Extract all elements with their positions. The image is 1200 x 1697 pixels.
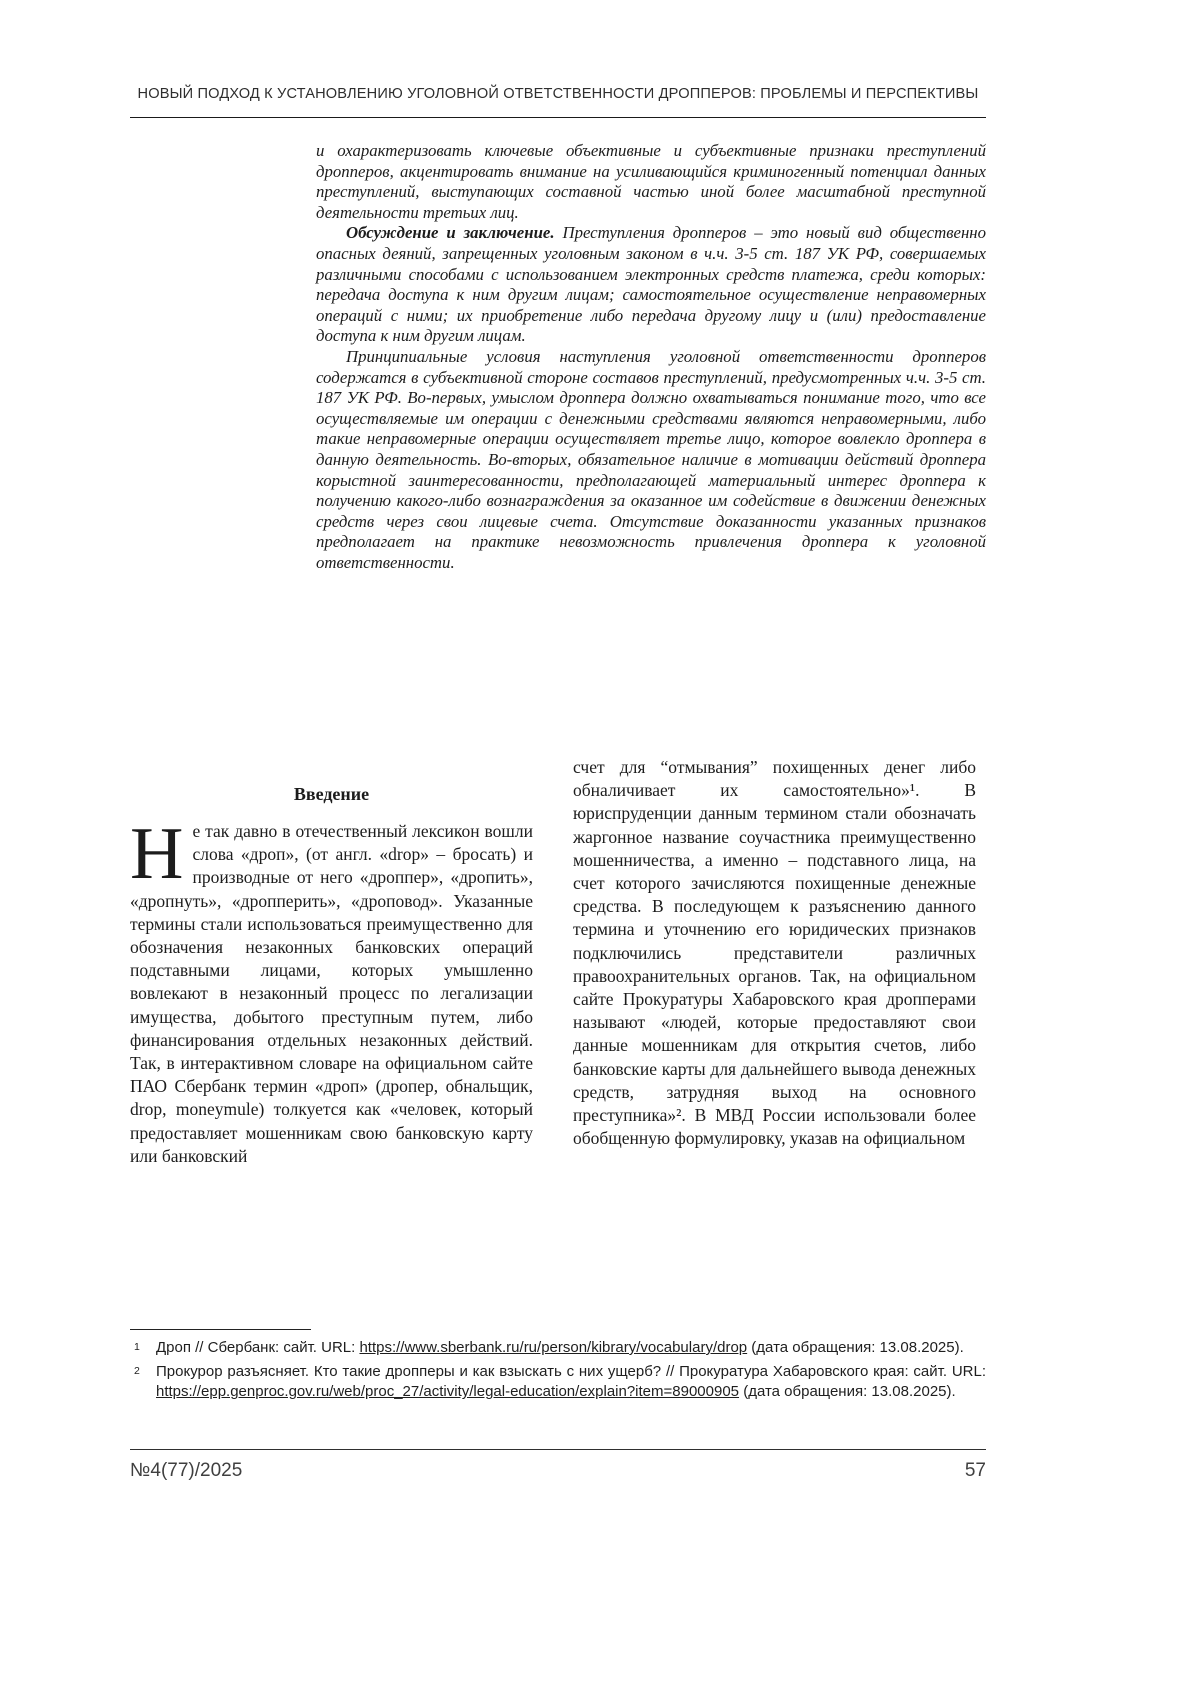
drop-cap: Н bbox=[130, 813, 184, 895]
intro-left-paragraph bbox=[130, 813, 533, 1168]
left-column bbox=[130, 784, 533, 1168]
footnote-rule bbox=[130, 1329, 311, 1330]
footnote-1 bbox=[130, 1338, 986, 1359]
footer-page-number: 57 bbox=[964, 1460, 986, 1481]
right-column bbox=[573, 756, 976, 1150]
footnote-1-marker: 1 bbox=[134, 1341, 140, 1353]
footnote-1-text: Дроп // Сбербанк: сайт. URL: bbox=[156, 1339, 360, 1356]
header-rule bbox=[130, 117, 986, 118]
footnote-2 bbox=[130, 1362, 986, 1403]
intro-left-text: е так давно в отечественный лексикон вошли слова «дроп», (от англ. «drop» – бросать) и производные от него «дроппер», «дропить», «дропнуть», «дропперить», «дроповод». Указанные термины стали использоваться преимущественно для обозначения незаконных банковских операций подставными лицами, которых умышленно вовлекают в незаконный процесс по легализации имущества, добытого преступным путем, либо финансирования отдельных незаконных действий. Так, в интерактивном словаре на официальном сайте ПАО Сбербанк термин «дроп» (дропер, обнальщик, drop, moneymule) толкуется как «человек, который предоставляет мошенникам свою банковскую карту или банковский bbox=[130, 821, 533, 1166]
footnotes-section bbox=[130, 1338, 986, 1406]
abstract-paragraph-2 bbox=[316, 223, 986, 347]
footnote-1-url-link[interactable]: https://www.sberbank.ru/ru/person/kibrary/vocabulary/drop bbox=[359, 1339, 748, 1356]
abstract-paragraph-3: Принципиальные условия наступления уголовной ответственности дропперов содержатся в субъективной стороне составов преступлений, предусмотренных ч.ч. 3-5 ст. 187 УК РФ. Во-первых, умыслом дроппера должно охватываться понимание того, что все осуществляемые им операции с денежными средствами являются неправомерными, либо такие неправомерные операции осуществляет третье лицо, которое вовлекло дроппера в данную деятельность. Во-вторых, обязательное наличие в мотивации действий дроппера корыстной заинтересованности, предполагающей материальный интерес дроппера к получению какого-либо вознаграждения за оказанное им содействие в движении денежных средств через свои лицевые счета. Отсутствие доказанности указанных признаков предполагает на практике невозможность привлечения дроппера к уголовной ответственности. bbox=[316, 346, 986, 572]
footnote-2-text: Прокурор разъясняет. Кто такие дропперы и как взыскать с них ущерб? // Прокуратура Хабаровского края: сайт. URL: bbox=[156, 1362, 986, 1380]
abstract-discussion-label: Обсуждение и заключение. bbox=[346, 223, 555, 243]
running-title: НОВЫЙ ПОДХОД К УСТАНОВЛЕНИЮ УГОЛОВНОЙ ОТВЕТСТВЕННОСТИ ДРОППЕРОВ: ПРОБЛЕМЫ И ПЕРСПЕКТИВЫ bbox=[137, 86, 979, 102]
page-footer bbox=[130, 1460, 986, 1482]
intro-right-paragraph: счет для “отмывания” похищенных денег либо обналичивает их самостоятельно»¹. В юриспруденции данным термином стали обозначать жаргонное название соучастника преимущественно мошенничества, а именно – подставного лица, на счет которого зачисляются похищенные денежные средства. В последующем к разъяснению данного термина и уточнению его юридических признаков подключились представители различных правоохранительных органов. Так, на официальном сайте Прокуратуры Хабаровского края дропперами называют «людей, которые предоставляют свои данные мошенникам для открытия счетов, либо банковские карты для дальнейшего вывода денежных средств, затрудняя выход на основного преступника»². В МВД России использовали более обобщенную формулировку, указав на официальном bbox=[573, 757, 976, 1149]
abstract-paragraph-1: и охарактеризовать ключевые объективные и субъективные признаки преступлений дропперов, акцентировать внимание на усиливающийся криминогенный потенциал данных преступлений, выступающих составной частью иной более масштабной преступной деятельности третьих лиц. bbox=[316, 141, 986, 222]
footnote-2-text-after: (дата обращения: 13.08.2025). bbox=[739, 1383, 956, 1401]
footnote-2-marker: 2 bbox=[134, 1364, 140, 1377]
footnote-2-url-link[interactable]: https://epp.genproc.gov.ru/web/proc_27/activity/legal-education/explain?item=89000905 bbox=[156, 1383, 740, 1401]
abstract-section bbox=[316, 141, 986, 573]
abstract-discussion-text: Преступления дропперов – это новый вид общественно опасных деяний, запрещенных уголовным законом в ч.ч. 3-5 ст. 187 УК РФ, совершаемых различными способами с использованием электронных средств платежа, среди которых: передача доступа к ним другим лицам; самостоятельное осуществление неправомерных операций с ними; их приобретение либо передача другому лицу и (или) предоставление доступа к ним другим лицам. bbox=[316, 223, 986, 346]
footnote-1-text-after: (дата обращения: 13.08.2025). bbox=[747, 1339, 964, 1356]
footer-issue-number: №4(77)/2025 bbox=[130, 1460, 243, 1481]
footer-rule bbox=[130, 1449, 986, 1450]
introduction-heading: Введение bbox=[293, 784, 370, 804]
